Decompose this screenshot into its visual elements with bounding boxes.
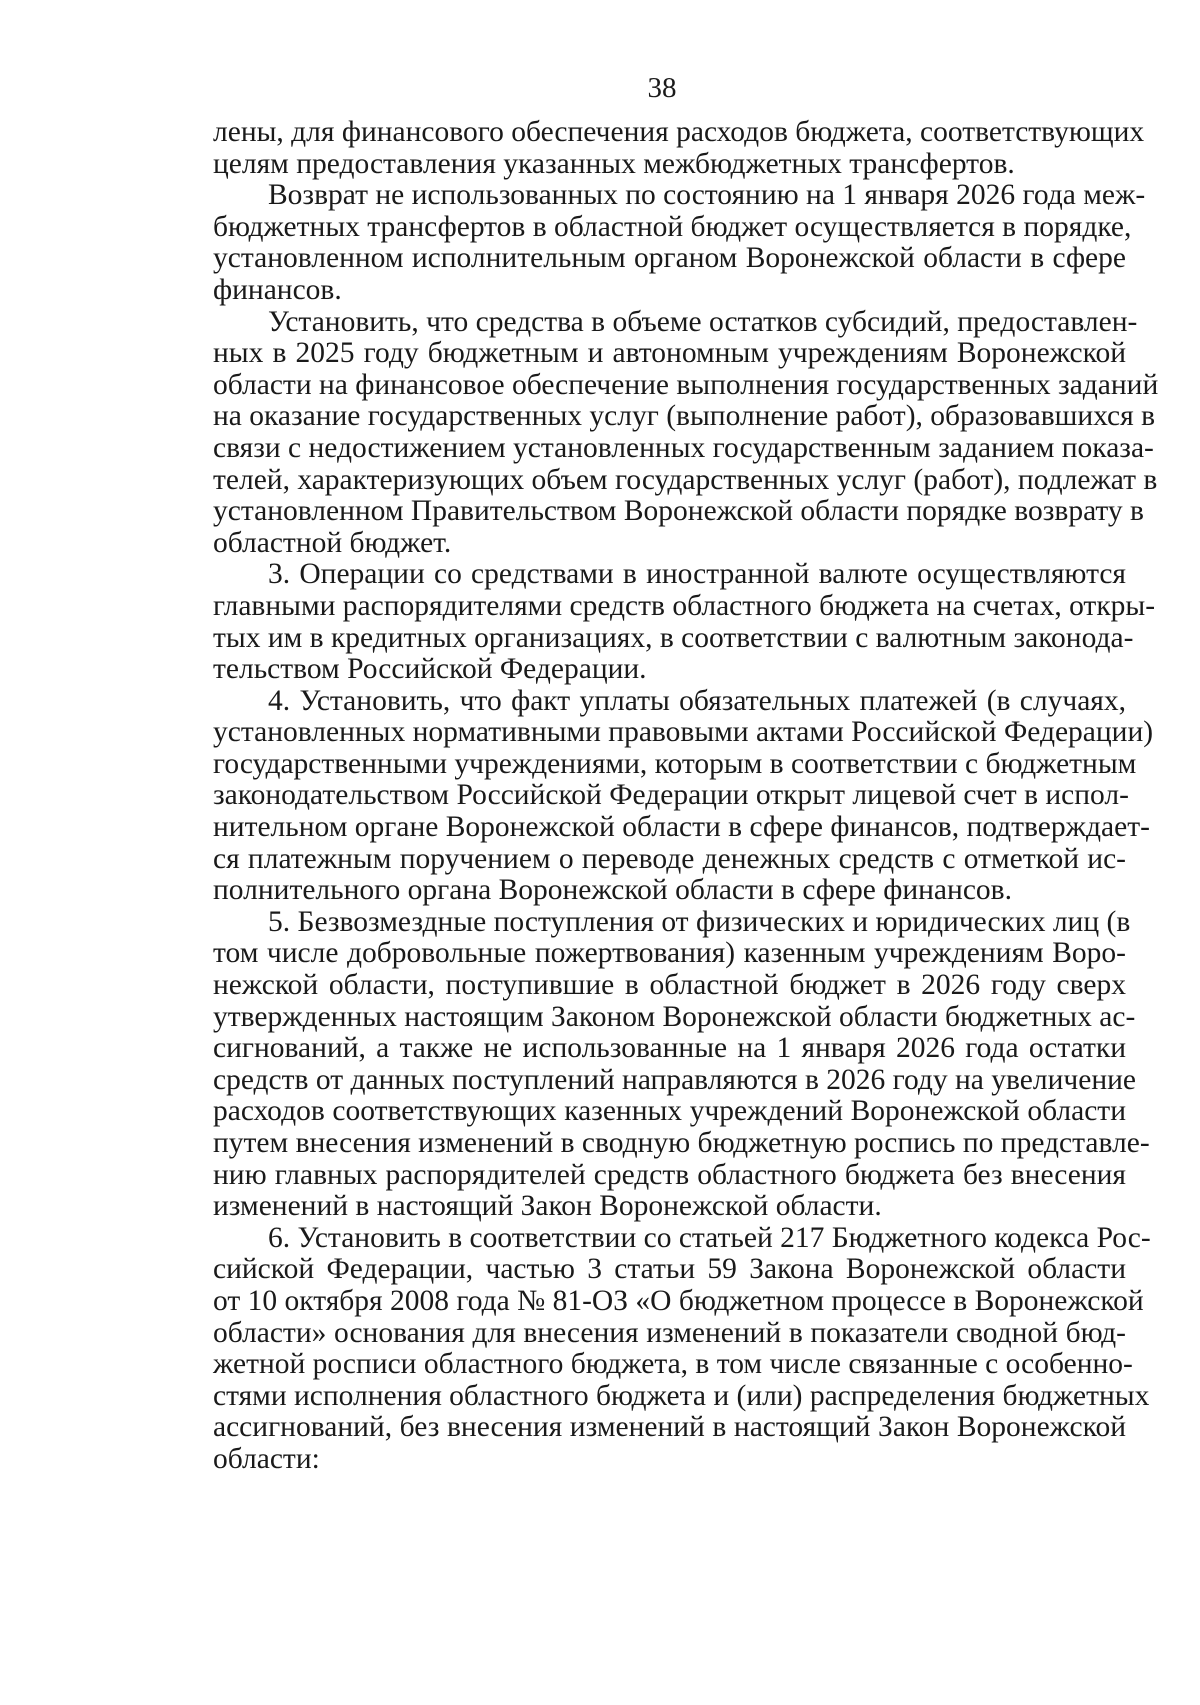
text-line: государственными учреждениями, которым в соответствии с бюджетным <box>213 747 1137 780</box>
text-line: Возврат не использованных по состоянию на 1 января 2026 года меж- <box>268 179 1146 212</box>
text-line: области» основания для внесения изменений в показатели сводной бюд- <box>213 1316 1126 1349</box>
text-line: тельством Российской Федерации. <box>213 653 647 686</box>
text-line: 4. Установить, что факт уплаты обязательных платежей (в случаях, <box>268 684 1126 717</box>
text-line: жетной росписи областного бюджета, в том числе связанные с особенно- <box>213 1348 1133 1381</box>
text-line: расходов соответствующих казенных учреждений Воронежской области <box>213 1095 1126 1128</box>
text-line: главными распорядителями средств областного бюджета на счетах, откры- <box>213 589 1156 622</box>
text-line: установленном Правительством Воронежской области порядке возврату в <box>213 495 1144 528</box>
text-line: законодательством Российской Федерации открыт лицевой счет в испол- <box>213 779 1129 812</box>
text-line: средств от данных поступлений направляются в 2026 году на увеличение <box>213 1063 1136 1096</box>
text-line: связи с недостижением установленных государственным заданием показа- <box>213 431 1154 464</box>
text-line: ных в 2025 году бюджетным и автономным учреждениям Воронежской <box>213 337 1126 370</box>
text-line: путем внесения изменений в сводную бюджетную роспись по представле- <box>213 1127 1150 1159</box>
text-line: полнительного органа Воронежской области в сфере финансов. <box>213 874 1012 907</box>
text-line: нительном органе Воронежской области в сфере финансов, подтверждает- <box>213 811 1150 844</box>
text-line: нежской области, поступившие в областной бюджет в 2026 году сверх <box>213 969 1126 1002</box>
text-line: областной бюджет. <box>213 526 452 559</box>
body-text <box>213 116 1159 1476</box>
text-line: области на финансовое обеспечение выполнения государственных заданий <box>213 368 1159 401</box>
text-line: целям предоставления указанных межбюджетных трансфертов. <box>213 147 1015 180</box>
text-line: утвержденных настоящим Законом Воронежской области бюджетных ас- <box>213 1000 1136 1033</box>
text-line: 3. Операции со средствами в иностранной валюте осуществляются <box>268 558 1126 591</box>
text-line: изменений в настоящий Закон Воронежской области. <box>213 1190 882 1223</box>
text-line: от 10 октября 2008 года № 81-ОЗ «О бюджетном процессе в Воронежской <box>213 1284 1144 1317</box>
page-number: 38 <box>647 72 677 104</box>
text-line: установленных нормативными правовыми актами Российской Федерации) <box>213 716 1154 749</box>
text-line: Установить, что средства в объеме остатков субсидий, предоставлен- <box>268 305 1138 338</box>
text-line: на оказание государственных услуг (выполнение работ), образовавшихся в <box>213 400 1156 433</box>
text-line: сийской Федерации, частью 3 статьи 59 Закона Воронежской области <box>213 1253 1126 1286</box>
text-line: стями исполнения областного бюджета и (или) распределения бюджетных <box>213 1379 1150 1412</box>
text-line: сигнований, а также не использованные на 1 января 2026 года остатки <box>213 1032 1126 1065</box>
text-line: финансов. <box>213 273 342 306</box>
text-line: бюджетных трансфертов в областной бюджет осуществляется в порядке, <box>213 210 1132 243</box>
text-line: ассигнований, без внесения изменений в настоящий Закон Воронежской <box>213 1411 1126 1444</box>
text-line: телей, характеризующих объем государственных услуг (работ), подлежат в <box>213 463 1158 496</box>
text-line: нию главных распорядителей средств областного бюджета без внесения <box>213 1158 1126 1191</box>
text-line: 5. Безвозмездные поступления от физических и юридических лиц (в <box>268 905 1131 938</box>
text-line: лены, для финансового обеспечения расходов бюджета, соответствующих <box>213 116 1145 148</box>
text-line: 6. Установить в соответствии со статьей 217 Бюджетного кодекса Рос- <box>268 1221 1151 1254</box>
text-line: том числе добровольные пожертвования) казенным учреждениям Воро- <box>213 937 1126 970</box>
text-line: установленном исполнительным органом Воронежской области в сфере <box>213 242 1126 275</box>
text-line: области: <box>213 1442 320 1475</box>
text-line: ся платежным поручением о переводе денежных средств с отметкой ис- <box>213 842 1126 875</box>
text-line: тых им в кредитных организациях, в соответствии с валютным законода- <box>213 621 1134 654</box>
